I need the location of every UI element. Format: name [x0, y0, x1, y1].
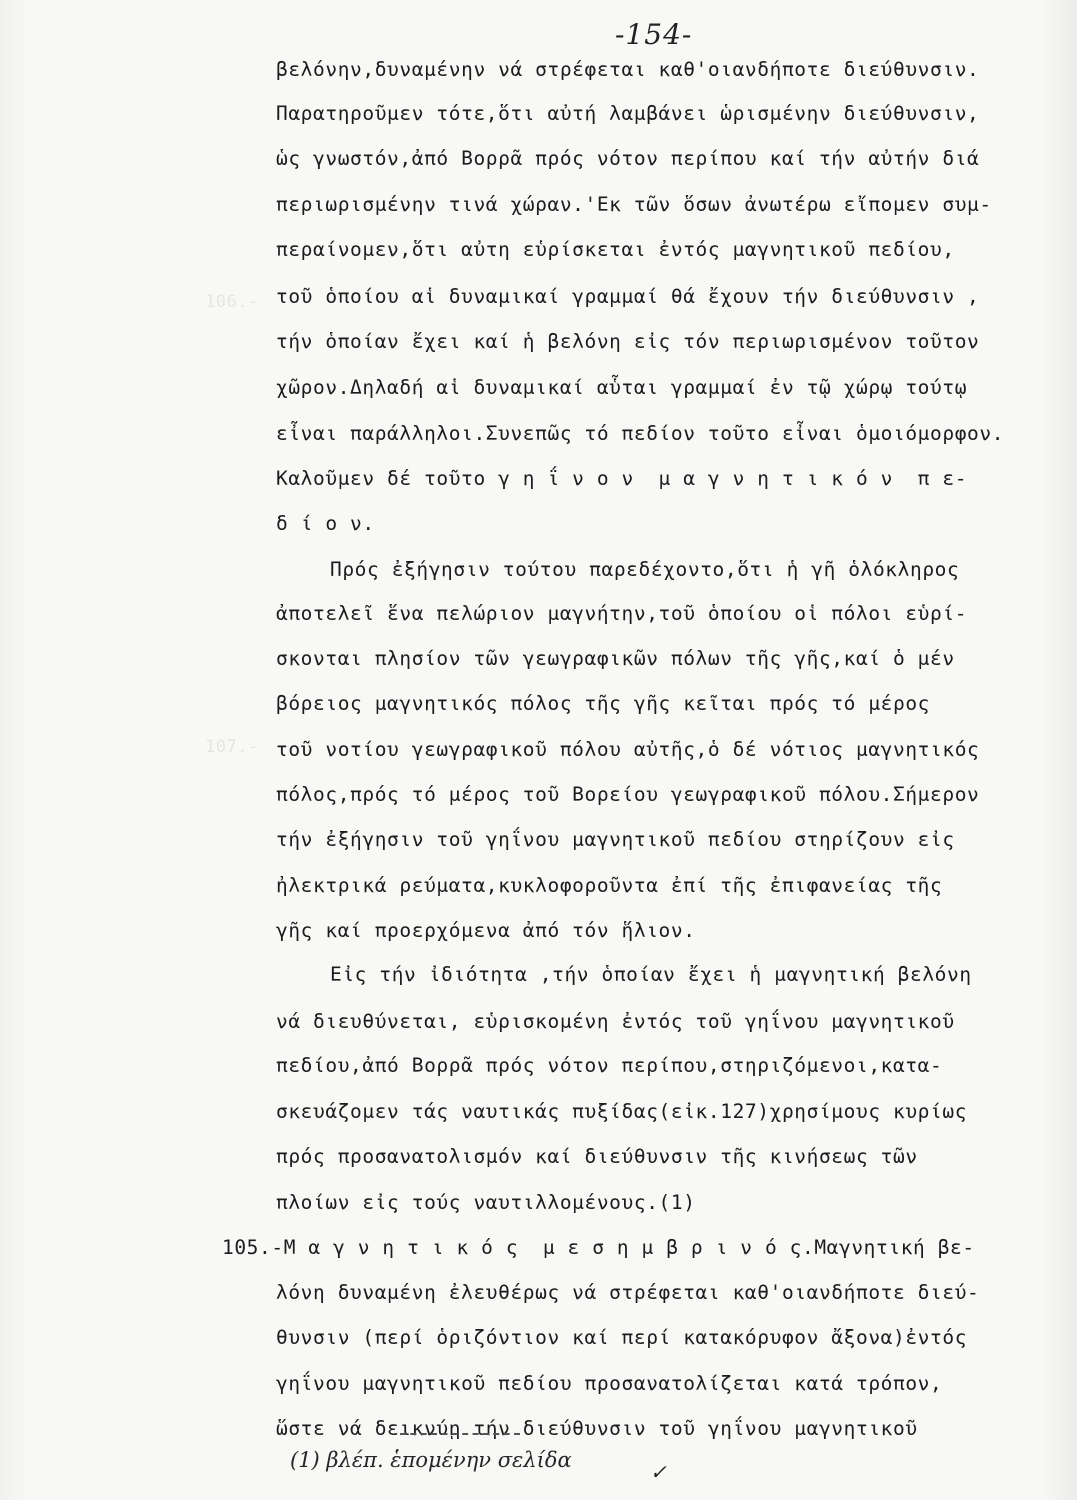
text-line: ἠλεκτρικά ρεύματα,κυκλοφοροῦντα ἐπί τῆς ἐπιφανείας τῆς [276, 874, 943, 897]
text-line: Πρός ἐξήγησιν τούτου παρεδέχοντο,ὅτι ἡ γῆ ὁλόκληρος [330, 558, 960, 581]
text-line: ὡς γνωστόν,ἀπό Βορρᾶ πρός νότον περίπου καί τήν αὐτήν διά [276, 147, 980, 170]
text-line: ὥστε νά δεικνύῃ τήν διεύθυνσιν τοῦ γηΐνου μαγνητικοῦ [276, 1417, 918, 1440]
text-line: πόλος,πρός τό μέρος τοῦ Βορείου γεωγραφικοῦ πόλου.Σήμερον [276, 783, 980, 806]
text-line: εἶναι παράλληλοι.Συνεπῶς τό πεδίον τοῦτο εἶναι ὁμοιόμορφον. [276, 422, 1005, 445]
text-line: σκευάζομεν τάς ναυτικάς πυξίδας(εἰκ.127)χρησίμους κυρίως [276, 1100, 968, 1123]
text-line: βελόνην,δυναμένην νά στρέφεται καθ'οιανδήποτε διεύθυνσιν. [276, 58, 980, 81]
text-line: σκονται πλησίον τῶν γεωγραφικῶν πόλων τῆς γῆς,καί ὁ μέν [276, 647, 955, 670]
text-line: τήν ἐξήγησιν τοῦ γηΐνου μαγνητικοῦ πεδίου στηρίζουν εἰς [276, 828, 955, 851]
handwritten-mark: ✓ [650, 1460, 667, 1484]
page-number: -154- [615, 18, 693, 51]
bleed-through-mark: 106.- [205, 292, 259, 312]
text-line: Παρατηροῦμεν τότε,ὅτι αὐτή λαμβάνει ὡρισμένην διεύθυνσιν, [276, 102, 980, 125]
text-line: χῶρον.Δηλαδή αἱ δυναμικαί αὗται γραμμαί ἐν τῷ χώρῳ τούτῳ [276, 376, 968, 399]
text-line: τήν ὁποίαν ἔχει καί ἡ βελόνη εἰς τόν περιωρισμένον τοῦτον [276, 330, 980, 353]
text-line: περιωρισμένην τινά χώραν.'Εκ τῶν ὅσων ἀνωτέρω εἴπομεν συμ- [276, 193, 992, 216]
section-heading-line: 105.-Μ α γ ν η τ ι κ ό ς μ ε σ η μ β ρ ι ν ό ς.Μαγνητική βε- [222, 1236, 975, 1259]
text-line: τοῦ ὁποίου αἱ δυναμικαί γραμμαί θά ἔχουν τήν διεύθυνσιν , [276, 285, 980, 308]
text-line: βόρειος μαγνητικός πόλος τῆς γῆς κεῖται πρός τό μέρος [276, 692, 931, 715]
bleed-through-mark: 107.- [205, 737, 259, 757]
text-line: Εἰς τήν ἰδιότητα ,τήν ὁποίαν ἔχει ἡ μαγνητική βελόνη [330, 963, 972, 986]
text-line: θυνσιν (περί ὁριζόντιον καί περί κατακόρυφον ἄξονα)ἐντός [276, 1326, 968, 1349]
text-line: τοῦ νοτίου γεωγραφικοῦ πόλου αὐτῆς,ὁ δέ νότιος μαγνητικός [276, 738, 980, 761]
handwritten-footnote: (1) βλέπ. ἑπομένην σελίδα [290, 1448, 572, 1472]
text-line: πρός προσανατολισμόν καί διεύθυνσιν τῆς κινήσεως τῶν [276, 1145, 918, 1168]
text-line: πεδίου,ἀπό Βορρᾶ πρός νότον περίπου,στηριζόμενοι,κατα- [276, 1054, 943, 1077]
text-line: πλοίων εἰς τούς ναυτιλλομένους.(1) [276, 1191, 696, 1214]
text-line: δ ί ο ν. [276, 512, 375, 535]
dashed-underline [400, 1433, 520, 1435]
text-line: ἀποτελεῖ ἕνα πελώριον μαγνήτην,τοῦ ὁποίου οἱ πόλοι εὑρί- [276, 602, 968, 625]
text-line: Καλοῦμεν δέ τοῦτο γ η ΐ ν ο ν μ α γ ν η τ ι κ ό ν π ε- [276, 467, 968, 490]
text-line: γῆς καί προερχόμενα ἀπό τόν ἥλιον. [276, 919, 696, 942]
text-line: γηΐνου μαγνητικοῦ πεδίου προσανατολίζεται κατά τρόπον, [276, 1372, 943, 1395]
text-line: νά διευθύνεται, εὑρισκομένη ἐντός τοῦ γηΐνου μαγνητικοῦ [276, 1010, 955, 1033]
text-line: περαίνομεν,ὅτι αὐτη εὑρίσκεται ἐντός μαγνητικοῦ πεδίου, [276, 238, 955, 261]
text-line: λόνη δυναμένη ἐλευθέρως νά στρέφεται καθ'οιανδήποτε διεύ- [276, 1281, 980, 1304]
